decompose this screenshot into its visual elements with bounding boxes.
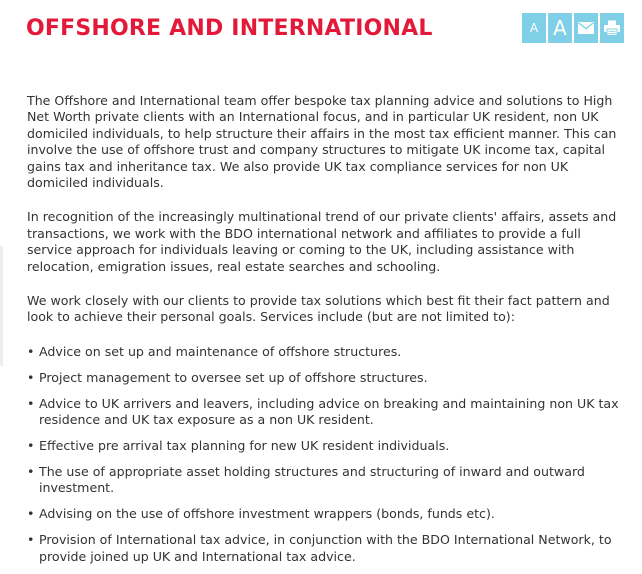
increase-text-size-button[interactable]: A [548, 13, 572, 43]
list-item: • Effective pre arrival tax planning for new UK resident individuals. [27, 438, 629, 454]
services-list [27, 344, 629, 565]
list-item: • Advice on set up and maintenance of offshore structures. [27, 344, 629, 360]
intro-paragraph: The Offshore and International team offer bespoke tax planning advice and solutions to High Net Worth private clients with an International focus, and in particular UK resident, non UK domiciled individuals, to help structure their affairs in the most tax efficient manner. This can involve the use of offshore trust and company structures to mitigate UK income tax, capital gains tax and inheritance tax. We also provide UK tax compliance services for non UK domiciled individuals. [27, 93, 617, 191]
list-item: • Advice to UK arrivers and leavers, including advice on breaking and maintaining non UK tax residence and UK tax exposure as a non UK resident. [27, 396, 629, 429]
article-body [27, 93, 629, 574]
list-item: • Project management to oversee set up of offshore structures. [27, 370, 629, 386]
network-paragraph: In recognition of the increasingly multinational trend of our private clients' affairs, assets and transactions, we work with the BDO international network and affiliates to provide a full service approach for individuals leaving or coming to the UK, including assistance with relocation, emigration issues, real estate searches and schooling. [27, 209, 617, 274]
decrease-text-size-button[interactable]: A [522, 13, 546, 43]
printer-icon [603, 20, 621, 36]
list-item: • The use of appropriate asset holding structures and structuring of inward and outward investment. [27, 464, 629, 497]
page-tools-toolbar [522, 13, 624, 43]
envelope-icon [578, 22, 594, 34]
list-item: • Provision of International tax advice, in conjunction with the BDO International Network, to provide joined up UK and International tax advice. [27, 532, 629, 565]
print-page-button[interactable] [600, 13, 624, 43]
list-item: • Advising on the use of offshore investment wrappers (bonds, funds etc). [27, 506, 629, 522]
email-page-button[interactable] [574, 13, 598, 43]
page-title: OFFSHORE AND INTERNATIONAL [26, 16, 433, 41]
left-edge-divider [0, 246, 3, 366]
services-intro-paragraph: We work closely with our clients to provide tax solutions which best fit their fact pattern and look to achieve their personal goals. Services include (but are not limited to): [27, 293, 610, 325]
